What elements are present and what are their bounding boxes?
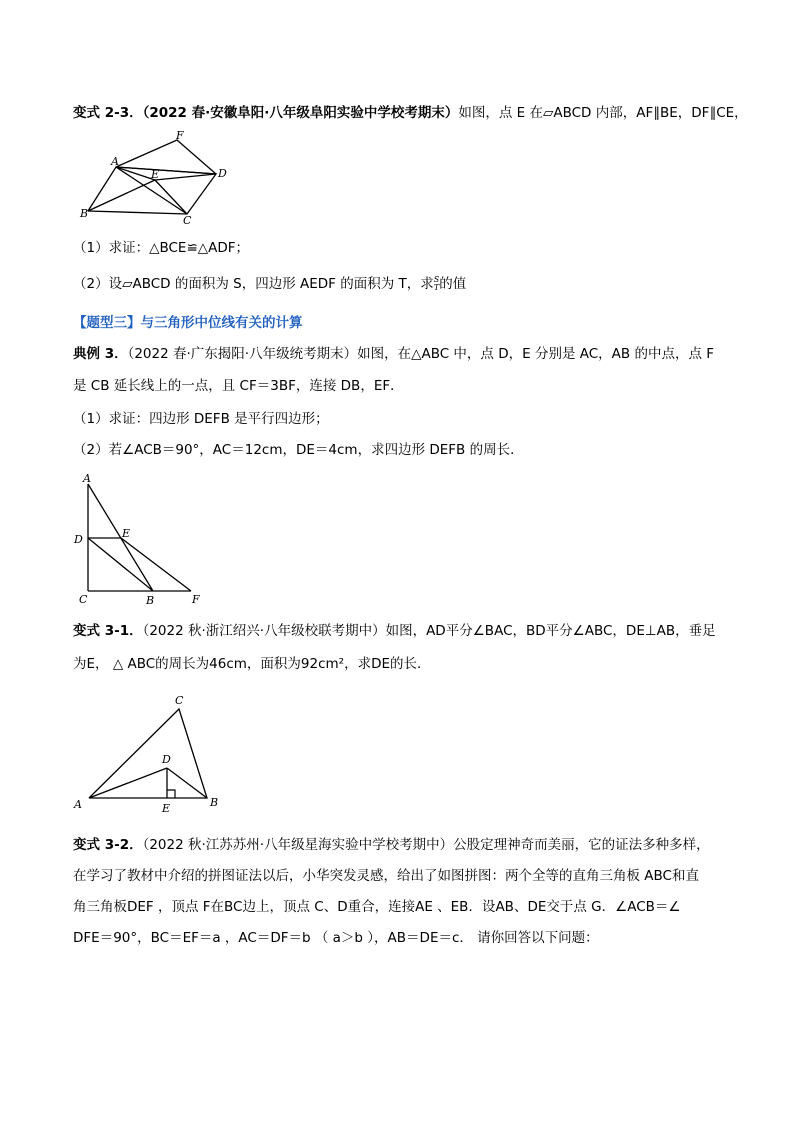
q23-label: 变式 2-3． xyxy=(73,105,143,121)
ex3-text1: （2022 春·广东揭阳·八年级统考期末）如图，在△ABC 中，点 D，E 分别是 AC，AB 的中点，点 F xyxy=(127,346,714,362)
q32-line2: 在学习了教材中介绍的拼图证法以后，小华突发灵感，给出了如图拼图：两个全等的直角三角板 ABC和直 xyxy=(73,868,699,884)
ex3-part1: （1）求证：四边形 DEFB 是平行四边形； xyxy=(73,411,329,427)
ex3-label: 典例 3． xyxy=(73,346,128,362)
ex3-fig-D: D xyxy=(74,533,83,546)
q23-source: （2022 春·安徽阜阳·八年级阜阳实验中学校考期末） xyxy=(142,105,459,121)
q31-figure xyxy=(74,692,224,815)
q31-fig-C: C xyxy=(175,694,184,707)
q23-fig-B: B xyxy=(80,207,89,220)
ex3-line1 xyxy=(73,345,714,363)
q23-text: 如图，点 E 在▱ABCD 内部，AF∥BE，DF∥CE， xyxy=(458,105,748,121)
section3-title: 【题型三】与三角形中位线有关的计算 xyxy=(73,315,303,331)
q23-fig-C: C xyxy=(183,214,192,227)
q31-fig-D: D xyxy=(162,753,171,766)
q32-text1: （2022 秋·江苏苏州·八年级星海实验中学校考期中）公股定理神奇而美丽，它的证法多种多样， xyxy=(142,837,710,853)
q31-text1: （2022 秋·浙江绍兴·八年级校联考期中）如图，AD平分∠BAC，BD平分∠ABC，DE⊥AB，垂足 xyxy=(142,623,716,639)
q23-figure xyxy=(80,129,230,227)
q31-fig-E: E xyxy=(162,802,171,815)
q23-line1 xyxy=(73,104,748,122)
q23-part1: （1）求证：△BCE≌△ADF； xyxy=(73,240,250,256)
q32-line4: DFE＝90°，BC＝EF＝a ，AC＝DF＝b （ a＞b ），AB＝DE＝c． 请你回答以下问题： xyxy=(73,930,599,946)
ex3-figure xyxy=(74,472,208,607)
q31-line1 xyxy=(73,622,716,640)
ex3-line2: 是 CB 延长线上的一点，且 CF＝3BF，连接 DB，EF． xyxy=(73,378,404,394)
q31-fig-B: B xyxy=(210,796,219,809)
q23-fraction: S T xyxy=(433,275,440,292)
q23-fig-D: D xyxy=(218,167,227,180)
q31-line2: 为E， △ ABC的周长为46cm，面积为92cm²，求DE的长． xyxy=(73,656,431,672)
ex3-part2: （2）若∠ACB＝90°，AC＝12cm，DE＝4cm，求四边形 DEFB 的周长． xyxy=(73,442,524,458)
q32-line1 xyxy=(73,836,710,854)
q23-fig-E: E xyxy=(151,168,160,181)
ex3-fig-C: C xyxy=(79,593,88,606)
ex3-fig-A: A xyxy=(83,472,91,485)
q23-part2: （2）设▱ABCD 的面积为 S，四边形 AEDF 的面积为 T，求 S T 的值 xyxy=(73,275,467,292)
ex3-fig-B: B xyxy=(146,594,155,607)
ex3-fig-E: E xyxy=(122,527,131,540)
q31-fig-A: A xyxy=(74,798,82,811)
q23-fig-A: A xyxy=(111,155,119,168)
q32-label: 变式 3-2． xyxy=(73,837,143,853)
q23-fig-F: F xyxy=(176,129,184,142)
q31-label: 变式 3-1． xyxy=(73,623,143,639)
q32-line3: 角三角板DEF ，顶点 F在BC边上，顶点 C、D重合，连接AE 、EB．设AB、DE交于点 G．∠ACB＝∠ xyxy=(73,899,681,915)
ex3-fig-F: F xyxy=(192,593,200,606)
